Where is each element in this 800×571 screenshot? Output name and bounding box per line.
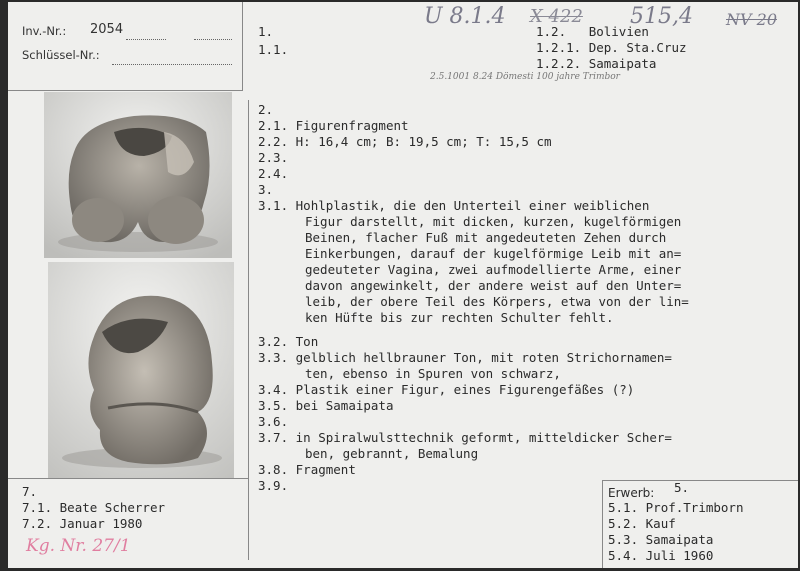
- detail-3-8: [258, 462, 356, 478]
- detail-3-6: 3.6.: [258, 414, 289, 429]
- section-num: 7.1.: [22, 500, 53, 515]
- description-line: Hohlplastik, die den Unterteil einer weiblichen: [295, 198, 650, 213]
- dimensions: H: 16,4 cm; B: 19,5 cm; T: 15,5 cm: [295, 134, 552, 149]
- detail-3-7: [258, 430, 672, 446]
- key-number-label: Schlüssel-Nr.:: [22, 48, 100, 62]
- figure-photo-side: [48, 262, 234, 478]
- acquisition-5-4: [608, 548, 713, 564]
- acquisition-divider-horizontal: [602, 480, 798, 481]
- section-num: 5.1.: [608, 500, 639, 515]
- main-divider-vertical: [248, 100, 249, 560]
- classification: Plastik einer Figur, eines Figurengefäßes (?): [295, 382, 635, 397]
- section-num: 3.5.: [258, 398, 289, 413]
- description-line: Einkerbungen, darauf der kugelförmige Leib mit an=: [305, 246, 682, 261]
- location-text: Bolivien: [588, 24, 649, 39]
- section-2-4: 2.4.: [258, 166, 289, 181]
- section-2-3: 2.3.: [258, 150, 289, 165]
- acquisition-place: Samaipata: [645, 532, 714, 547]
- section-num: 5.4.: [608, 548, 639, 563]
- location-num: 1.2.2.: [536, 56, 582, 71]
- section-7: 7.: [22, 484, 38, 499]
- inventory-dotted-line: [126, 39, 166, 40]
- section-2-2: [258, 134, 552, 150]
- struck-number: X 422: [530, 6, 583, 27]
- location-num: 1.2.: [536, 24, 567, 39]
- section-num: 7.2.: [22, 516, 53, 531]
- location-num: 1.2.1.: [536, 40, 582, 55]
- section-2-1: [258, 118, 409, 134]
- detail-3-3-cont: ten, ebenso in Spuren von schwarz,: [305, 366, 561, 381]
- acquisition-5-2: [608, 516, 676, 532]
- detail-3-7-cont: ben, gebrannt, Bemalung: [305, 446, 479, 461]
- section-num: 3.7.: [258, 430, 289, 445]
- description-line: gedeuteter Vagina, zwei aufmodellierte Arme, einer: [305, 262, 682, 277]
- find-site: bei Samaipata: [295, 398, 394, 413]
- struck-code: NV 20: [726, 10, 777, 29]
- color-description: gelblich hellbrauner Ton, mit roten Strichornamen=: [295, 350, 672, 365]
- section-num: 3.2.: [258, 334, 289, 349]
- section-num: 3.3.: [258, 350, 289, 365]
- section-num: 5.3.: [608, 532, 639, 547]
- record-date: Januar 1980: [59, 516, 143, 531]
- author: Beate Scherrer: [59, 500, 165, 515]
- key-number-dotted-line: [112, 64, 232, 65]
- handwritten-code: U 8.1.4: [424, 4, 506, 29]
- section-num: 3.4.: [258, 382, 289, 397]
- section-num: 2.2.: [258, 134, 289, 149]
- acquisition-label: Erwerb:: [608, 486, 655, 500]
- section-7-2: [22, 516, 142, 532]
- section-1-1: 1.1.: [258, 42, 289, 57]
- description-line: leib, der obere Teil des Körpers, etwa von der lin=: [305, 294, 689, 309]
- section-num: 3.8.: [258, 462, 289, 477]
- description-line: ken Hüfte bis zur rechten Schulter fehlt.: [305, 310, 614, 325]
- detail-3-5: [258, 398, 393, 414]
- inventory-number: 2054: [90, 22, 124, 37]
- section-3: 3.: [258, 182, 274, 197]
- header-divider-vertical: [242, 2, 243, 90]
- section-2: 2.: [258, 102, 274, 117]
- acquisition-type: Kauf: [645, 516, 676, 531]
- inventory-label: Inv.-Nr.:: [22, 24, 67, 38]
- detail-3-9: 3.9.: [258, 478, 289, 493]
- section-num: 2.1.: [258, 118, 289, 133]
- technique: in Spiralwulsttechnik geformt, mitteldicker Scher=: [295, 430, 672, 445]
- section-3-1: [258, 198, 649, 214]
- location-country: [536, 24, 649, 40]
- acquired-from: Prof.Trimborn: [645, 500, 744, 515]
- location-text: Dep. Sta.Cruz: [588, 40, 687, 55]
- location-text: Samaipata: [588, 56, 657, 71]
- header-divider-horizontal: [8, 90, 243, 91]
- location-department: [536, 40, 687, 56]
- acquisition-5-3: [608, 532, 713, 548]
- detail-3-3: [258, 350, 672, 366]
- handwritten-note: 2.5.1001 8.24 Dömesti 100 jahre Trimbor: [430, 72, 620, 82]
- catalog-card: [8, 2, 798, 568]
- description-line: Figur darstellt, mit dicken, kurzen, kugelförmigen: [305, 214, 682, 229]
- section-5: 5.: [674, 480, 690, 495]
- section-num: 3.1.: [258, 198, 289, 213]
- location-town: [536, 56, 656, 72]
- acquisition-date: Juli 1960: [645, 548, 714, 563]
- section-num: 5.2.: [608, 516, 639, 531]
- acquisition-divider-vertical: [602, 480, 603, 568]
- section-1: 1.: [258, 24, 274, 39]
- description-line: Beinen, flacher Fuß mit angedeuteten Zehen durch: [305, 230, 667, 245]
- description-line: davon angewinkelt, der andere weist auf den Unter=: [305, 278, 682, 293]
- detail-3-2: [258, 334, 318, 350]
- footer-divider-left: [8, 478, 248, 479]
- section-7-1: [22, 500, 165, 516]
- figure-photo-front: [44, 92, 232, 258]
- material: Ton: [295, 334, 319, 349]
- pink-catalog-note: Kg. Nr. 27/1: [26, 536, 131, 556]
- inventory-dotted-line-2: [194, 39, 232, 40]
- handwritten-value: 515,4: [630, 4, 693, 29]
- object-type: Figurenfragment: [295, 118, 409, 133]
- acquisition-5-1: [608, 500, 743, 516]
- detail-3-4: [258, 382, 634, 398]
- description-continuation: [305, 214, 689, 326]
- condition: Fragment: [295, 462, 356, 477]
